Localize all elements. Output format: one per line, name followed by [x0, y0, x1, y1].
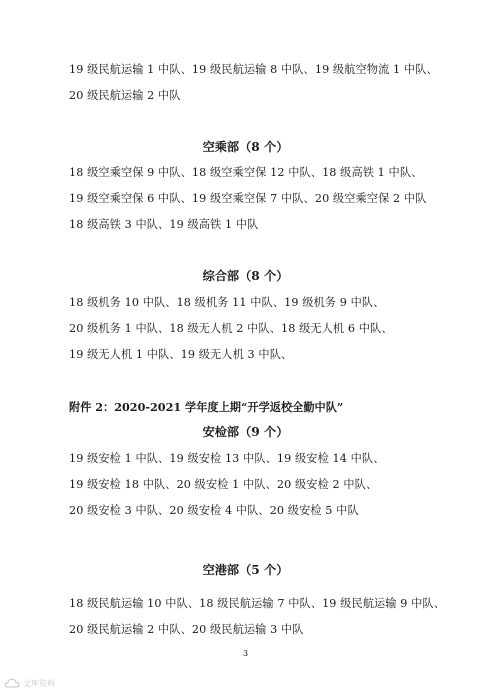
text-line: 18 级空乘空保 9 中队、18 级空乘空保 12 中队、18 级高铁 1 中队、	[69, 166, 423, 179]
section-heading-konggang: 空港部（5 个）	[202, 563, 289, 577]
appendix-title: 附件 2：2020-2021 学年度上期“开学返校全勤中队”	[69, 400, 344, 414]
watermark-text: 文库资料	[23, 678, 55, 688]
text-line: 20 级民航运输 2 中队	[69, 89, 181, 102]
text-line: 20 级安检 3 中队、20 级安检 4 中队、20 级安检 5 中队	[69, 504, 359, 517]
text-line: 20 级机务 1 中队、18 级无人机 2 中队、18 级无人机 6 中队、	[69, 322, 393, 335]
text-line: 19 级安检 1 中队、19 级安检 13 中队、19 级安检 14 中队、	[69, 452, 385, 465]
text-line: 20 级民航运输 2 中队、20 级民航运输 3 中队	[69, 623, 304, 636]
text-line: 19 级安检 18 中队、20 级安检 1 中队、20 级安检 2 中队、	[69, 478, 378, 491]
text-line: 19 级无人机 1 中队、19 级无人机 3 中队、	[69, 348, 293, 361]
text-line: 18 级机务 10 中队、18 级机务 11 中队、19 级机务 9 中队、	[69, 296, 385, 309]
text-line: 18 级民航运输 10 中队、18 级民航运输 7 中队、19 级民航运输 9 中队、	[69, 597, 445, 610]
section-heading-kongcheng: 空乘部（8 个）	[202, 140, 289, 154]
text-line: 18 级高铁 3 中队、19 级高铁 1 中队	[69, 218, 259, 231]
section-heading-zonghe: 综合部（8 个）	[202, 269, 289, 283]
text-line: 19 级民航运输 1 中队、19 级民航运输 8 中队、19 级航空物流 1 中队、	[69, 63, 438, 76]
cloud-logo-icon	[4, 678, 20, 688]
text-line: 19 级空乘空保 6 中队、19 级空乘空保 7 中队、20 级空乘空保 2 中队	[69, 192, 427, 205]
page-number: 3	[242, 649, 249, 658]
section-heading-anjian: 安检部（9 个）	[202, 425, 289, 439]
watermark	[4, 677, 55, 689]
